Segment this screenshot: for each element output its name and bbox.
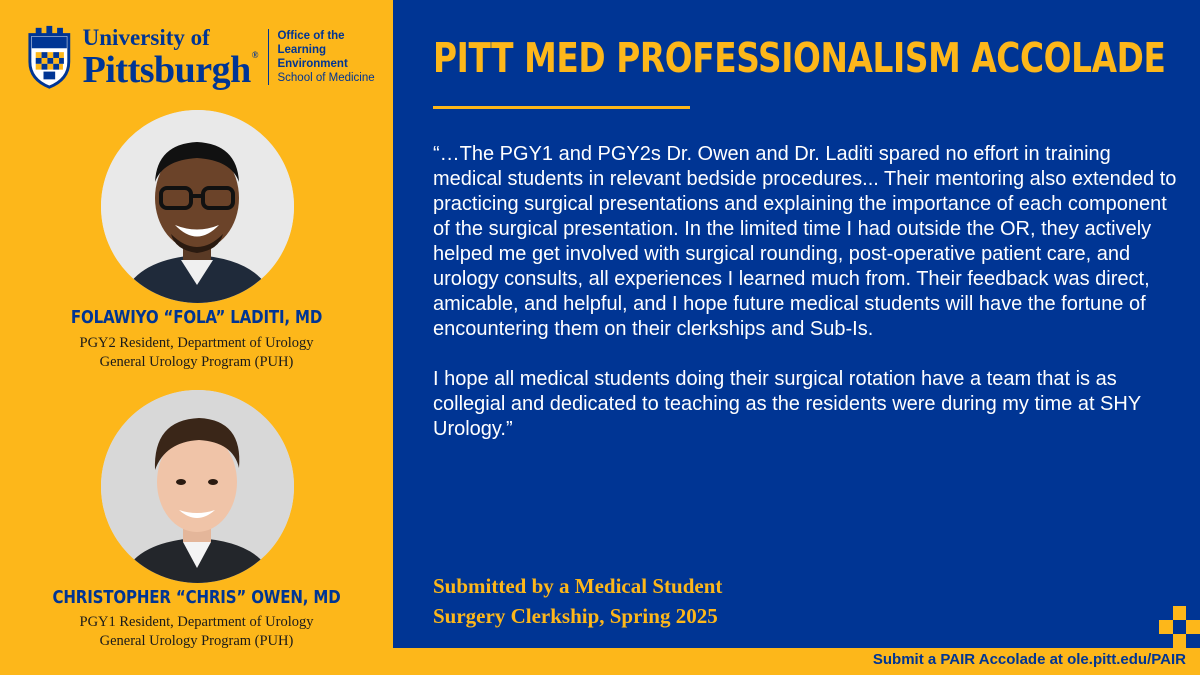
accolade-panel xyxy=(393,0,1200,648)
submitted-by-line2: Surgery Clerkship, Spring 2025 xyxy=(433,604,718,628)
university-name-pittsburgh: Pittsburgh xyxy=(82,48,251,91)
quote-paragraph-1: “…The PGY1 and PGY2s Dr. Owen and Dr. Laditi spared no effort in training medical students in relevant bedside procedures... Their mentoring also extended to practicing surgical presentations and explaining the importance of each component of the surgical presentation. In the limited time I had outside the OR, they actively helped me get involved with surgical rounding, post-operative patient care, and urology consults, all experiences I learned much from. Their feedback was direct, amicable, and helpful, and I hope future medical students will have the fortune of encountering them on their clerkships and Sub-Is. xyxy=(433,143,1177,340)
resident-name-laditi: FOLAWIYO “FOLA” LADITI, MD xyxy=(70,308,323,328)
registered-mark: ® xyxy=(251,49,259,60)
footer-bar xyxy=(0,648,1200,675)
resident-role-laditi-line1: PGY2 Resident, Department of Urology xyxy=(79,335,314,351)
resident-photo-laditi xyxy=(101,110,294,303)
resident-role-laditi-line2: General Urology Program (PUH) xyxy=(99,354,294,370)
resident-role-laditi xyxy=(0,334,393,372)
footer-pair-link[interactable]: Submit a PAIR Accolade at ole.pitt.edu/PAIR xyxy=(872,651,1186,668)
logo-divider xyxy=(268,29,269,85)
page-title: PITT MED PROFESSIONALISM ACCOLADE xyxy=(433,34,1166,82)
resident-role-owen-line2: General Urology Program (PUH) xyxy=(99,633,294,649)
office-line-1: Office of the Learning xyxy=(277,30,345,56)
portrait-laditi-image xyxy=(101,110,294,303)
submitted-by-line1: Submitted by a Medical Student xyxy=(433,574,723,598)
office-line-2: Environment xyxy=(277,58,348,70)
quote-paragraph-2: I hope all medical students doing their surgical rotation have a team that is as collegial and dedicated to teaching as the residents were during my time at SHY Urology.” xyxy=(433,368,1141,440)
resident-name-owen: CHRISTOPHER “CHRIS” OWEN, MD xyxy=(52,588,341,608)
checkerboard-decoration-icon xyxy=(1159,606,1200,648)
portrait-owen-image xyxy=(101,390,294,583)
resident-role-owen-line1: PGY1 Resident, Department of Urology xyxy=(79,614,314,630)
title-underline xyxy=(433,106,690,109)
office-name xyxy=(277,29,393,85)
university-name-top: University of xyxy=(82,24,210,50)
left-panel xyxy=(0,0,393,648)
university-name-bottom xyxy=(82,48,259,91)
resident-role-owen xyxy=(0,613,393,651)
pitt-crest-icon xyxy=(26,24,73,90)
university-logo xyxy=(26,22,393,92)
office-line-3: School of Medicine xyxy=(277,72,375,84)
submitted-by xyxy=(433,571,722,631)
resident-photo-owen xyxy=(101,390,294,583)
university-wordmark xyxy=(83,26,258,89)
testimonial-quote xyxy=(433,142,1183,467)
